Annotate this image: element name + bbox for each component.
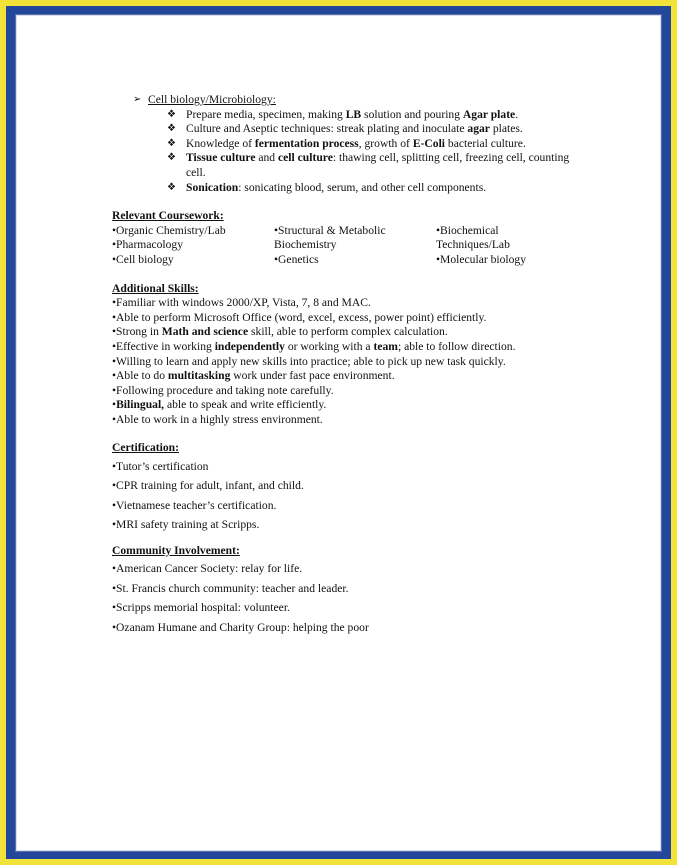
bold-text: LB — [345, 107, 362, 121]
bold-text: independently — [214, 339, 285, 353]
resume-page — [15, 14, 662, 852]
text-segment: work under fast pace environment. — [230, 369, 395, 383]
text-segment: •Able to do — [112, 369, 168, 383]
text-segment: : thawing cell, splitting cell, freezing cell, counting cell. — [186, 151, 570, 179]
bold-text: Bilingual, — [116, 398, 165, 412]
bold-text: Agar plate — [462, 107, 516, 121]
cell-biology-section — [112, 93, 572, 108]
cell-biology-item — [167, 151, 572, 180]
skill-item — [112, 369, 572, 384]
community-item: •Ozanam Humane and Charity Group: helping the poor — [112, 620, 369, 634]
text-segment: . — [515, 107, 519, 121]
certification-list — [112, 457, 572, 535]
cell-biology-item — [167, 107, 572, 123]
arrow-bullet-icon: ➢ — [133, 94, 142, 105]
community-item: •American Cancer Society: relay for life. — [112, 562, 303, 576]
coursework-item: •Organic Chemistry/Lab — [112, 223, 226, 237]
coursework-item: •Pharmacology — [112, 238, 184, 252]
skill-item — [112, 384, 572, 399]
text-segment: bacterial culture. — [445, 136, 526, 150]
text-segment: or working with a — [284, 339, 374, 353]
bold-text: E-Coli — [412, 136, 446, 150]
certification-heading: Certification: — [112, 441, 179, 455]
text-segment: Culture and Aseptic techniques: streak plating and inoculate — [186, 122, 468, 136]
text-segment: Knowledge of — [186, 136, 255, 150]
text-segment: •Following procedure and taking note carefully. — [112, 383, 334, 397]
text-segment: • — [112, 398, 117, 412]
certification-item: •MRI safety training at Scripps. — [112, 518, 260, 532]
coursework-item: Techniques/Lab — [436, 238, 510, 252]
bold-text: agar — [467, 122, 490, 136]
coursework-heading: Relevant Coursework: — [112, 209, 224, 223]
cell-biology-list — [112, 108, 572, 196]
diamond-bullet-icon: ❖ — [167, 123, 176, 135]
certification-item: •CPR training for adult, infant, and child. — [112, 479, 304, 493]
coursework-item: Biochemistry — [274, 238, 337, 252]
text-segment: able to speak and write efficiently. — [164, 398, 327, 412]
certification-item: •Tutor’s certification — [112, 460, 209, 474]
bold-text: multitasking — [167, 369, 231, 383]
community-item: •St. Francis church community: teacher and leader. — [112, 581, 349, 595]
skills-heading: Additional Skills: — [112, 281, 199, 295]
text-segment: , growth of — [358, 136, 413, 150]
coursework-item: •Biochemical — [436, 223, 499, 237]
diamond-bullet-icon: ❖ — [167, 137, 176, 149]
text-segment: ; able to follow direction. — [397, 339, 516, 353]
certification-item: •Vietnamese teacher’s certification. — [112, 498, 277, 512]
skill-item — [112, 325, 572, 340]
resume-content — [112, 93, 572, 637]
skill-item — [112, 296, 572, 311]
bold-text: Tissue culture — [186, 151, 256, 165]
text-segment: •Willing to learn and apply new skills into practice; able to pick up new task quickly. — [112, 354, 506, 368]
skill-item — [112, 398, 572, 413]
community-heading: Community Involvement: — [112, 543, 240, 557]
bold-text: team — [373, 339, 398, 353]
cell-biology-item — [167, 180, 572, 196]
skill-item — [112, 340, 572, 355]
text-segment: and — [255, 151, 279, 165]
text-segment: •Able to perform Microsoft Office (word, excel, excess, power point) efficiently. — [112, 310, 487, 324]
text-segment: : sonicating blood, serum, and other cell components. — [238, 180, 487, 194]
coursework-item: •Structural & Metabolic — [274, 223, 386, 237]
bold-text: fermentation process — [254, 136, 359, 150]
cell-biology-item — [167, 136, 572, 152]
text-segment: plates. — [489, 122, 523, 136]
community-list — [112, 559, 572, 637]
text-segment: skill, able to perform complex calculation. — [248, 325, 448, 339]
skill-item — [112, 311, 572, 326]
bold-text: cell culture — [278, 151, 333, 165]
text-segment: •Strong in — [112, 325, 162, 339]
skill-item — [112, 413, 572, 428]
text-segment: •Able to work in a highly stress environment. — [112, 412, 323, 426]
coursework-item: •Genetics — [274, 252, 319, 266]
cell-biology-title: Cell biology/Microbiology: — [148, 93, 276, 106]
text-segment: Prepare media, specimen, making — [186, 107, 346, 121]
bold-text: Math and science — [161, 325, 249, 339]
coursework-grid — [112, 224, 572, 268]
skills-list — [112, 296, 572, 427]
diamond-bullet-icon: ❖ — [167, 152, 176, 164]
coursework-item: •Molecular biology — [436, 252, 527, 266]
text-segment: •Effective in working — [112, 339, 215, 353]
text-segment: solution and pouring — [361, 107, 463, 121]
bold-text: Sonication — [186, 180, 239, 194]
community-item: •Scripps memorial hospital: volunteer. — [112, 601, 290, 615]
coursework-item: •Cell biology — [112, 252, 174, 266]
skill-item — [112, 355, 572, 370]
text-segment: •Familiar with windows 2000/XP, Vista, 7, 8 and MAC. — [112, 296, 371, 310]
diamond-bullet-icon: ❖ — [167, 108, 176, 120]
frame-border — [6, 6, 671, 859]
cell-biology-item — [167, 122, 572, 137]
diamond-bullet-icon: ❖ — [167, 181, 176, 193]
